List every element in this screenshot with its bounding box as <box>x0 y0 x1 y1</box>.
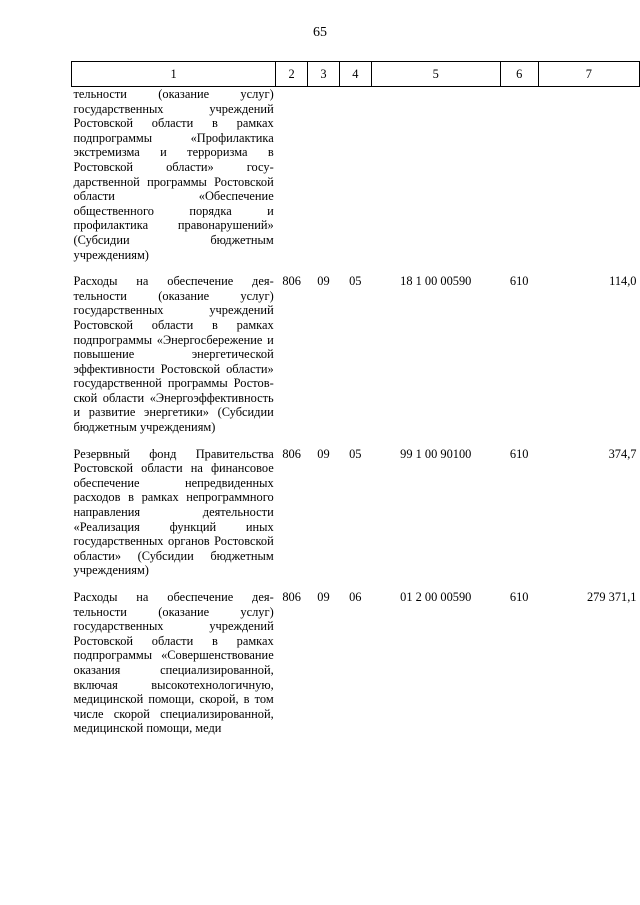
table-row <box>72 588 640 746</box>
row-type-code: 610 <box>509 590 529 604</box>
row-ministry-code <box>276 87 308 273</box>
row-section-code: 09 <box>317 446 330 461</box>
row-description: тельности (оказание услуг) государственных учреждений Ростовской области в рамках подпрограммы «Профилактика экстремизма и терроризма в Ростовской области» государственной программы Ростовской области «Обеспечение общественного порядка и профилактика правонарушений» (Субсидии бюджетным учреждениям) <box>73 87 274 262</box>
row-section-code: 09 <box>317 274 330 289</box>
row-target-code: 18 1 00 00590 <box>400 274 472 289</box>
row-subsection-code: 06 <box>349 590 362 604</box>
table-row <box>72 445 640 588</box>
table-row <box>72 272 640 445</box>
row-subsection-code <box>339 87 371 273</box>
header-col-1: 1 <box>72 62 276 87</box>
row-sum: 374,7 <box>608 446 637 461</box>
row-sum: 279 371,1 <box>586 590 637 604</box>
row-sum: 114,0 <box>609 274 637 289</box>
row-type-code: 610 <box>509 274 529 289</box>
row-description: Резервный фонд Правительства Ростовской области на финансовое обеспечение непредвиденных расходов в рамках непрограммного направления деятельности «Реализация функций иных государственных органов Ростовской области» (Субсидии бюджетным учреждениям) <box>73 446 274 578</box>
header-col-6: 6 <box>500 62 538 87</box>
row-target-code: 99 1 00 90100 <box>400 446 472 461</box>
header-col-5: 5 <box>371 62 500 87</box>
row-subsection-code: 05 <box>349 274 362 289</box>
row-section-code <box>308 87 340 273</box>
header-row <box>72 62 640 87</box>
row-description: Расходы на обеспечение деятельности (оказание услуг) государственных учреждений Ростовской области в рамках подпрограммы «Энергосбережение и повышение энергетической эффективности Ростовской области» государственной программы Ростовской области «Энергоэффективность и развитие энергетики» (Субсидии бюджетным учреждениям) <box>73 274 274 435</box>
row-ministry-code: 806 <box>282 446 301 461</box>
header-col-4: 4 <box>339 62 371 87</box>
row-type-code: 610 <box>509 446 529 461</box>
header-col-3: 3 <box>308 62 340 87</box>
page-number: 65 <box>313 25 327 40</box>
row-ministry-code: 806 <box>282 590 301 604</box>
budget-table <box>71 61 640 746</box>
row-target-code: 01 2 00 00590 <box>400 590 472 604</box>
table-row <box>72 87 640 273</box>
row-type-code <box>500 87 538 273</box>
row-subsection-code: 05 <box>349 446 362 461</box>
header-col-2: 2 <box>276 62 308 87</box>
row-sum <box>538 87 639 273</box>
header-col-7: 7 <box>538 62 639 87</box>
row-ministry-code: 806 <box>282 274 301 289</box>
row-section-code: 09 <box>317 590 330 604</box>
row-target-code <box>371 87 500 273</box>
row-description: Расходы на обеспечение деятельности (оказание услуг) государственных учреждений Ростовской области в рамках подпрограммы «Совершенствование оказания специализированной, включая высокотехнологичную, медицинской помощи, скорой, в том числе скорой специализированной, медицинской помощи, меди <box>73 590 274 736</box>
